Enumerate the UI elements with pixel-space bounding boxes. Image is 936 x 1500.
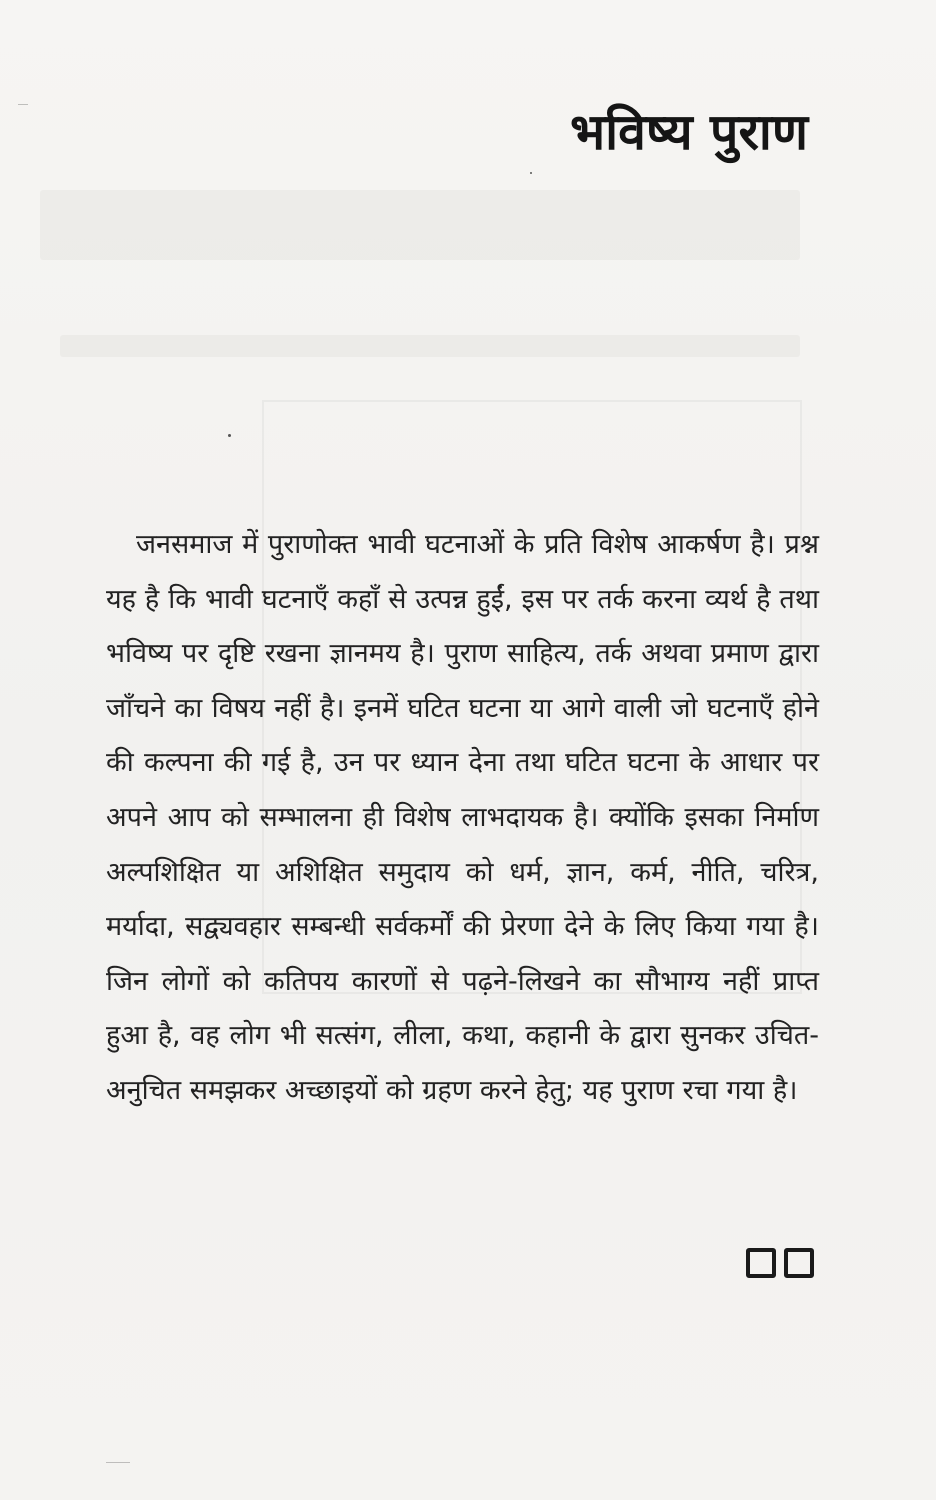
page-edge-mark (106, 1462, 130, 1463)
bleed-through-mark (60, 335, 800, 357)
chapter-title: भविष्य पुराण (569, 103, 808, 161)
body-paragraph: जनसमाज में पुराणोक्त भावी घटनाओं के प्रति विशेष आकर्षण है। प्रश्न यह है कि भावी घटनाएँ कहाँ से उत्पन्न हुईं, इस पर तर्क करना व्यर्थ है तथा भविष्य पर दृष्टि रखना ज्ञानमय है। पुराण साहित्य, तर्क अथवा प्रमाण द्वारा जाँचने का विषय नहीं है। इनमें घटित घटना या आगे वाली जो घटनाएँ होने की कल्पना की गई है, उन पर ध्यान देना तथा घटित घटना के आधार पर अपने आप को सम्भालना ही विशेष लाभदायक है। क्योंकि इसका निर्माण अल्पशिक्षित या अशिक्षित समुदाय को धर्म, ज्ञान, कर्म, नीति, चरित्र, मर्यादा, सद्व्यवहार सम्बन्धी सर्वकर्मों की प्रेरणा देने के लिए किया गया है। जिन लोगों को कतिपय कारणों से पढ़ने-लिखने का सौभाग्य नहीं प्राप्त हुआ है, वह लोग भी सत्संग, लीला, कथा, कहानी के द्वारा सुनकर उचित-अनुचित समझकर अच्छाइयों को ग्रहण करने हेतु; यह पुराण रचा गया है। (106, 529, 819, 1106)
page-edge-mark (18, 104, 28, 105)
end-square-icon (784, 1248, 814, 1278)
end-of-section-mark (746, 1248, 814, 1278)
bleed-through-mark (40, 190, 800, 260)
end-square-icon (746, 1248, 776, 1278)
ink-speck (530, 172, 532, 174)
ink-speck (228, 434, 231, 437)
